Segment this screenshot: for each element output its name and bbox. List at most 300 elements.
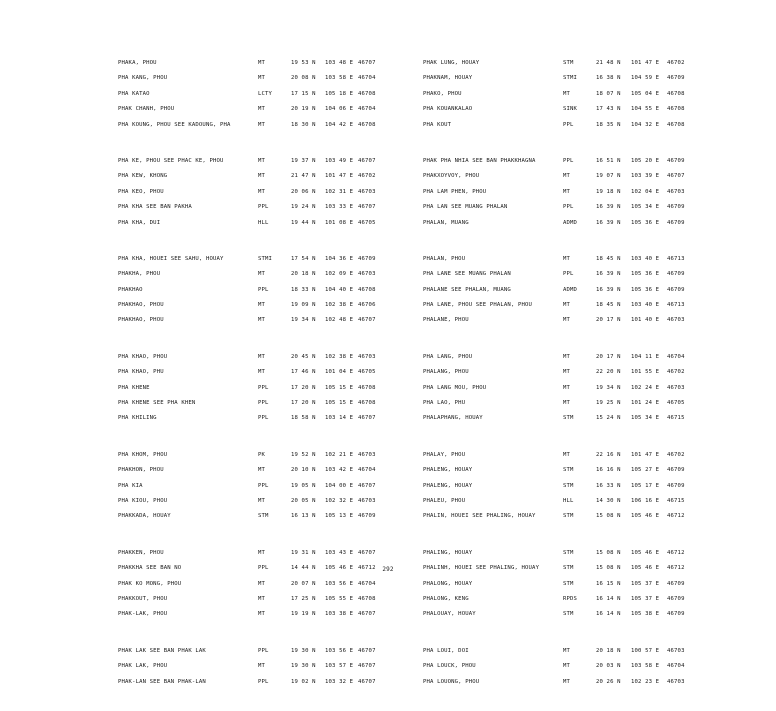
feature-type: PPL bbox=[563, 157, 574, 164]
feature-type: MT bbox=[258, 173, 266, 180]
place-name: PHALONG, HOUAY bbox=[423, 580, 473, 587]
gazetteer-entry bbox=[423, 494, 715, 509]
feature-type: MT bbox=[258, 497, 266, 504]
longitude: 103 57 E bbox=[325, 663, 354, 670]
sheet-number: 46709 bbox=[667, 271, 685, 278]
longitude: 105 37 E bbox=[631, 595, 660, 602]
feature-type: MT bbox=[258, 60, 266, 66]
sheet-number: 46708 bbox=[358, 595, 376, 602]
longitude: 101 40 E bbox=[631, 317, 660, 324]
latitude: 20 18 N bbox=[291, 271, 316, 278]
latitude: 17 25 N bbox=[291, 595, 316, 602]
entry-group bbox=[118, 644, 376, 690]
feature-type: MT bbox=[563, 451, 571, 458]
gazetteer-entry bbox=[423, 644, 715, 659]
place-name: PHAKKHA SEE BAN NO bbox=[118, 565, 182, 572]
longitude: 104 42 E bbox=[325, 121, 354, 128]
place-name: PHAKKOUT, PHOU bbox=[118, 595, 168, 602]
feature-type: MT bbox=[258, 663, 266, 670]
place-name: PHA LANG MOU, PHOU bbox=[423, 384, 487, 391]
place-name: PHALENG, HOUAY bbox=[423, 467, 473, 474]
sheet-number: 46705 bbox=[667, 400, 685, 407]
place-name: PHA KOUANKALAO bbox=[423, 106, 473, 113]
longitude: 105 34 E bbox=[631, 204, 660, 211]
longitude: 103 56 E bbox=[325, 647, 354, 654]
sheet-number: 46707 bbox=[358, 415, 376, 422]
latitude: 20 45 N bbox=[291, 353, 316, 360]
longitude: 102 09 E bbox=[325, 271, 354, 278]
longitude: 103 56 E bbox=[325, 580, 354, 587]
feature-type: PPL bbox=[563, 121, 574, 128]
gazetteer-entry bbox=[423, 200, 715, 215]
feature-type: MT bbox=[563, 663, 571, 670]
feature-type: MT bbox=[563, 317, 571, 324]
feature-type: MT bbox=[563, 384, 571, 391]
sheet-number: 46712 bbox=[667, 549, 685, 556]
place-name: PHAKKEN, PHOU bbox=[118, 549, 164, 556]
place-name: PHA LAO, PHU bbox=[423, 400, 466, 407]
feature-type: PPL bbox=[258, 400, 269, 407]
longitude: 105 37 E bbox=[631, 580, 660, 587]
feature-type: MT bbox=[258, 580, 266, 587]
gazetteer-entry bbox=[423, 607, 715, 622]
place-name: PHA KIA bbox=[118, 482, 143, 489]
longitude: 105 15 E bbox=[325, 400, 354, 407]
entry-group bbox=[423, 56, 715, 133]
place-name: PHA KHA SEE BAN PAKHA bbox=[118, 204, 192, 211]
feature-type: MT bbox=[258, 467, 266, 474]
place-name: PHAKXOYVOY, PHOU bbox=[423, 173, 480, 180]
gazetteer-entry bbox=[118, 365, 376, 380]
longitude: 101 24 E bbox=[631, 400, 660, 407]
feature-type: MT bbox=[563, 188, 571, 195]
longitude: 104 32 E bbox=[631, 121, 660, 128]
longitude: 103 43 E bbox=[325, 549, 354, 556]
latitude: 20 07 N bbox=[291, 580, 316, 587]
longitude: 105 04 E bbox=[631, 90, 660, 97]
place-name: PHALOUAY, HOUAY bbox=[423, 611, 476, 618]
longitude: 102 04 E bbox=[631, 188, 660, 195]
longitude: 105 36 E bbox=[631, 286, 660, 293]
gazetteer-entry bbox=[423, 56, 715, 71]
longitude: 101 08 E bbox=[325, 219, 354, 226]
longitude: 104 00 E bbox=[325, 482, 354, 489]
place-name: PHA LAN SEE MUANG PHALAN bbox=[423, 204, 508, 211]
gazetteer-entry bbox=[118, 350, 376, 365]
latitude: 15 08 N bbox=[596, 549, 621, 556]
feature-type: PPL bbox=[563, 204, 574, 211]
gazetteer-entry bbox=[423, 71, 715, 86]
longitude: 105 17 E bbox=[631, 482, 660, 489]
feature-type: STM bbox=[563, 565, 574, 572]
gazetteer-entry bbox=[423, 313, 715, 328]
latitude: 20 03 N bbox=[596, 663, 621, 670]
place-name: PHALAY, PHOU bbox=[423, 451, 466, 458]
feature-type: MT bbox=[258, 302, 266, 309]
latitude: 14 44 N bbox=[291, 565, 316, 572]
place-name: PHA KOUT bbox=[423, 121, 452, 128]
sheet-number: 46707 bbox=[358, 663, 376, 670]
gazetteer-entry bbox=[118, 463, 376, 478]
entry-group bbox=[423, 350, 715, 427]
longitude: 102 38 E bbox=[325, 353, 354, 360]
feature-type: STM bbox=[563, 513, 574, 520]
latitude: 20 17 N bbox=[596, 317, 621, 324]
sheet-number: 46709 bbox=[667, 204, 685, 211]
longitude: 102 38 E bbox=[325, 302, 354, 309]
feature-type: STM bbox=[563, 580, 574, 587]
longitude: 105 55 E bbox=[325, 595, 354, 602]
latitude: 19 07 N bbox=[596, 173, 621, 180]
longitude: 105 46 E bbox=[631, 565, 660, 572]
place-name: PHA KHAO, PHU bbox=[118, 369, 164, 376]
longitude: 105 27 E bbox=[631, 467, 660, 474]
place-name: PHAKHON, PHOU bbox=[118, 467, 164, 474]
longitude: 104 06 E bbox=[325, 106, 354, 113]
place-name: PHA LAM PHEN, PHOU bbox=[423, 188, 487, 195]
gazetteer-entry bbox=[118, 102, 376, 117]
longitude: 105 34 E bbox=[631, 415, 660, 422]
feature-type: MT bbox=[258, 549, 266, 556]
sheet-number: 46703 bbox=[358, 497, 376, 504]
feature-type: STM bbox=[563, 467, 574, 474]
latitude: 18 45 N bbox=[596, 302, 621, 309]
latitude: 15 24 N bbox=[596, 415, 621, 422]
place-name: PHA KOUNG, PHOU SEE KADOUNG, PHA bbox=[118, 121, 231, 128]
place-name: PHA KHAO, PHOU bbox=[118, 353, 168, 360]
sheet-number: 46709 bbox=[667, 482, 685, 489]
sheet-number: 46704 bbox=[358, 75, 376, 82]
gazetteer-entry bbox=[118, 200, 376, 215]
feature-type: PPL bbox=[258, 204, 269, 211]
feature-type: MT bbox=[563, 90, 571, 97]
place-name: PHALAN, PHOU bbox=[423, 255, 466, 262]
sheet-number: 46704 bbox=[358, 467, 376, 474]
place-name: PHA KANG, PHOU bbox=[118, 75, 168, 82]
place-name: PHA KHOM, PHOU bbox=[118, 451, 168, 458]
sheet-number: 46708 bbox=[358, 90, 376, 97]
latitude: 19 52 N bbox=[291, 451, 316, 458]
longitude: 102 31 E bbox=[325, 188, 354, 195]
sheet-number: 46709 bbox=[667, 157, 685, 164]
entry-group bbox=[423, 644, 715, 690]
feature-type: MT bbox=[258, 611, 266, 618]
gazetteer-entry bbox=[423, 87, 715, 102]
entry-group bbox=[423, 448, 715, 525]
place-name: PHALANE SEE PHALAN, MUANG bbox=[423, 286, 511, 293]
gazetteer-entry bbox=[118, 216, 376, 231]
latitude: 16 39 N bbox=[596, 271, 621, 278]
latitude: 19 37 N bbox=[291, 157, 316, 164]
feature-type: STM bbox=[563, 549, 574, 556]
gazetteer-entry bbox=[423, 169, 715, 184]
sheet-number: 46708 bbox=[667, 121, 685, 128]
longitude: 100 57 E bbox=[631, 647, 660, 654]
feature-type: MT bbox=[258, 157, 266, 164]
latitude: 20 26 N bbox=[596, 678, 621, 685]
latitude: 21 48 N bbox=[596, 60, 621, 66]
sheet-number: 46708 bbox=[358, 384, 376, 391]
gazetteer-entry bbox=[118, 185, 376, 200]
latitude: 17 54 N bbox=[291, 255, 316, 262]
gazetteer-entry bbox=[118, 644, 376, 659]
latitude: 19 02 N bbox=[291, 678, 316, 685]
longitude: 104 40 E bbox=[325, 286, 354, 293]
gazetteer-entry bbox=[423, 396, 715, 411]
place-name: PHALONG, KENG bbox=[423, 595, 469, 602]
feature-type: MT bbox=[563, 173, 571, 180]
place-name: PHAKO, PHOU bbox=[423, 90, 462, 97]
latitude: 20 06 N bbox=[291, 188, 316, 195]
longitude: 101 47 E bbox=[631, 60, 660, 66]
sheet-number: 46702 bbox=[667, 369, 685, 376]
gazetteer-entry bbox=[118, 509, 376, 524]
gazetteer-entry bbox=[423, 463, 715, 478]
gazetteer-entry bbox=[118, 252, 376, 267]
latitude: 17 20 N bbox=[291, 384, 316, 391]
gazetteer-entry bbox=[118, 494, 376, 509]
place-name: PHAK KO MONG, PHOU bbox=[118, 580, 182, 587]
latitude: 16 39 N bbox=[596, 204, 621, 211]
place-name: PHALANG, PHOU bbox=[423, 369, 469, 376]
sheet-number: 46708 bbox=[358, 286, 376, 293]
gazetteer-entry bbox=[118, 169, 376, 184]
gazetteer-entry bbox=[423, 350, 715, 365]
latitude: 19 34 N bbox=[291, 317, 316, 324]
place-name: PHA LOUI, DOI bbox=[423, 647, 469, 654]
longitude: 105 46 E bbox=[631, 549, 660, 556]
gazetteer-entry bbox=[118, 479, 376, 494]
longitude: 102 24 E bbox=[631, 384, 660, 391]
sheet-number: 46709 bbox=[667, 611, 685, 618]
place-name: PHA KEW, KHONG bbox=[118, 173, 168, 180]
sheet-number: 46707 bbox=[358, 549, 376, 556]
feature-type: PPL bbox=[563, 271, 574, 278]
place-name: PHA KHA, DUI bbox=[118, 219, 161, 226]
latitude: 16 14 N bbox=[596, 611, 621, 618]
gazetteer-entry bbox=[118, 381, 376, 396]
place-name: PHALAN, MUANG bbox=[423, 219, 469, 226]
latitude: 19 05 N bbox=[291, 482, 316, 489]
feature-type: MT bbox=[563, 678, 571, 685]
sheet-number: 46712 bbox=[667, 513, 685, 520]
latitude: 18 33 N bbox=[291, 286, 316, 293]
longitude: 105 38 E bbox=[631, 611, 660, 618]
sheet-number: 46715 bbox=[667, 497, 685, 504]
place-name: PHAK LUNG, HOUAY bbox=[423, 60, 480, 66]
latitude: 20 10 N bbox=[291, 467, 316, 474]
sheet-number: 46707 bbox=[358, 678, 376, 685]
latitude: 20 08 N bbox=[291, 75, 316, 82]
sheet-number: 46705 bbox=[358, 219, 376, 226]
longitude: 105 36 E bbox=[631, 219, 660, 226]
sheet-number: 46712 bbox=[667, 565, 685, 572]
gazetteer-entry bbox=[423, 267, 715, 282]
sheet-number: 46703 bbox=[667, 384, 685, 391]
place-name: PHALIN, HOUEI SEE PHALING, HOUAY bbox=[423, 513, 536, 520]
latitude: 18 07 N bbox=[596, 90, 621, 97]
feature-type: HLL bbox=[258, 219, 269, 226]
latitude: 20 17 N bbox=[596, 353, 621, 360]
place-name: PHALANE, PHOU bbox=[423, 317, 469, 324]
longitude: 105 18 E bbox=[325, 90, 354, 97]
sheet-number: 46705 bbox=[358, 369, 376, 376]
gazetteer-entry bbox=[118, 298, 376, 313]
gazetteer-entry bbox=[423, 283, 715, 298]
gazetteer-entry bbox=[118, 71, 376, 86]
gazetteer-entry bbox=[118, 448, 376, 463]
longitude: 104 11 E bbox=[631, 353, 660, 360]
feature-type: PPL bbox=[258, 647, 269, 654]
gazetteer-entry bbox=[423, 298, 715, 313]
latitude: 21 47 N bbox=[291, 173, 316, 180]
gazetteer-entry bbox=[423, 118, 715, 133]
entry-group bbox=[118, 56, 376, 133]
sheet-number: 46707 bbox=[358, 60, 376, 66]
place-name: PHA LOUONG, PHOU bbox=[423, 678, 480, 685]
feature-type: STM bbox=[563, 415, 574, 422]
gazetteer-entry bbox=[423, 479, 715, 494]
gazetteer-entry bbox=[118, 283, 376, 298]
place-name: PHALEU, PHOU bbox=[423, 497, 466, 504]
longitude: 104 36 E bbox=[325, 255, 354, 262]
place-name: PHALAPHANG, HOUAY bbox=[423, 415, 483, 422]
feature-type: STM bbox=[563, 482, 574, 489]
longitude: 103 40 E bbox=[631, 302, 660, 309]
right-column bbox=[423, 56, 715, 711]
place-name: PHA LANE SEE MUANG PHALAN bbox=[423, 271, 511, 278]
sheet-number: 46707 bbox=[358, 157, 376, 164]
gazetteer-entry bbox=[118, 607, 376, 622]
sheet-number: 46708 bbox=[358, 121, 376, 128]
latitude: 18 58 N bbox=[291, 415, 316, 422]
sheet-number: 46709 bbox=[358, 513, 376, 520]
sheet-number: 46704 bbox=[667, 663, 685, 670]
place-name: PHAKA, PHOU bbox=[118, 60, 157, 66]
place-name: PHAK LAK SEE BAN PHAK LAK bbox=[118, 647, 206, 654]
feature-type: PPL bbox=[258, 415, 269, 422]
feature-type: MT bbox=[563, 255, 571, 262]
gazetteer-entry bbox=[118, 577, 376, 592]
gazetteer-entry bbox=[118, 118, 376, 133]
latitude: 19 53 N bbox=[291, 60, 316, 66]
longitude: 102 32 E bbox=[325, 497, 354, 504]
feature-type: MT bbox=[258, 121, 266, 128]
latitude: 18 45 N bbox=[596, 255, 621, 262]
gazetteer-entry bbox=[423, 102, 715, 117]
gazetteer-entry bbox=[118, 267, 376, 282]
entry-group bbox=[118, 448, 376, 525]
sheet-number: 46706 bbox=[358, 302, 376, 309]
latitude: 17 20 N bbox=[291, 400, 316, 407]
sheet-number: 46707 bbox=[358, 482, 376, 489]
latitude: 19 18 N bbox=[596, 188, 621, 195]
sheet-number: 46712 bbox=[358, 565, 376, 572]
feature-type: MT bbox=[563, 647, 571, 654]
place-name: PHA KHA, HOUEI SEE SAHU, HOUAY bbox=[118, 255, 224, 262]
gazetteer-entry bbox=[423, 216, 715, 231]
place-name: PHAKKADA, HOUAY bbox=[118, 513, 171, 520]
longitude: 103 40 E bbox=[631, 255, 660, 262]
feature-type: MT bbox=[258, 271, 266, 278]
gazetteer-entry bbox=[118, 154, 376, 169]
latitude: 20 19 N bbox=[291, 106, 316, 113]
gazetteer-entry bbox=[118, 659, 376, 674]
place-name: PHAKHAO bbox=[118, 286, 143, 293]
sheet-number: 46703 bbox=[358, 451, 376, 458]
sheet-number: 46703 bbox=[358, 188, 376, 195]
sheet-number: 46703 bbox=[667, 647, 685, 654]
place-name: PHA KEO, PHOU bbox=[118, 188, 164, 195]
longitude: 101 55 E bbox=[631, 369, 660, 376]
left-column bbox=[118, 56, 376, 711]
sheet-number: 46709 bbox=[667, 595, 685, 602]
sheet-number: 46709 bbox=[358, 255, 376, 262]
place-name: PHAK CHANH, PHOU bbox=[118, 106, 175, 113]
latitude: 19 19 N bbox=[291, 611, 316, 618]
place-name: PHA LANG, PHOU bbox=[423, 353, 473, 360]
longitude: 103 58 E bbox=[325, 75, 354, 82]
feature-type: MT bbox=[258, 353, 266, 360]
feature-type: MT bbox=[258, 188, 266, 195]
gazetteer-entry bbox=[423, 546, 715, 561]
sheet-number: 46709 bbox=[667, 286, 685, 293]
gazetteer-entry bbox=[118, 313, 376, 328]
sheet-number: 46713 bbox=[667, 302, 685, 309]
sheet-number: 46715 bbox=[667, 415, 685, 422]
feature-type: PK bbox=[258, 451, 266, 458]
entry-group bbox=[118, 154, 376, 231]
feature-type: PPL bbox=[258, 482, 269, 489]
longitude: 102 48 E bbox=[325, 317, 354, 324]
page-number: 292 bbox=[382, 566, 394, 573]
latitude: 19 30 N bbox=[291, 647, 316, 654]
feature-type: MT bbox=[258, 75, 266, 82]
latitude: 18 35 N bbox=[596, 121, 621, 128]
gazetteer-entry bbox=[423, 381, 715, 396]
gazetteer-entry bbox=[118, 56, 376, 71]
latitude: 15 08 N bbox=[596, 513, 621, 520]
latitude: 14 30 N bbox=[596, 497, 621, 504]
sheet-number: 46704 bbox=[358, 580, 376, 587]
gazetteer-entry bbox=[118, 411, 376, 426]
gazetteer-entry bbox=[423, 448, 715, 463]
place-name: PHALINH, HOUEI SEE PHALING, HOUAY bbox=[423, 565, 540, 572]
place-name: PHA KIOU, PHOU bbox=[118, 497, 168, 504]
latitude: 17 46 N bbox=[291, 369, 316, 376]
gazetteer-entry bbox=[423, 185, 715, 200]
latitude: 17 15 N bbox=[291, 90, 316, 97]
feature-type: MT bbox=[563, 353, 571, 360]
latitude: 16 33 N bbox=[596, 482, 621, 489]
place-name: PHAKHAO, PHOU bbox=[118, 302, 164, 309]
place-name: PHALING, HOUAY bbox=[423, 549, 473, 556]
sheet-number: 46702 bbox=[667, 60, 685, 66]
sheet-number: 46707 bbox=[358, 611, 376, 618]
longitude: 104 55 E bbox=[631, 106, 660, 113]
place-name: PHAKHAO, PHOU bbox=[118, 317, 164, 324]
place-name: PHAK-LAK, PHOU bbox=[118, 611, 168, 618]
sheet-number: 46707 bbox=[358, 204, 376, 211]
longitude: 103 42 E bbox=[325, 467, 354, 474]
latitude: 19 34 N bbox=[596, 384, 621, 391]
place-name: PHAKHA, PHOU bbox=[118, 271, 161, 278]
feature-type: ADMD bbox=[563, 219, 578, 226]
longitude: 103 58 E bbox=[631, 663, 660, 670]
sheet-number: 46708 bbox=[667, 106, 685, 113]
latitude: 19 25 N bbox=[596, 400, 621, 407]
entry-group bbox=[423, 252, 715, 329]
